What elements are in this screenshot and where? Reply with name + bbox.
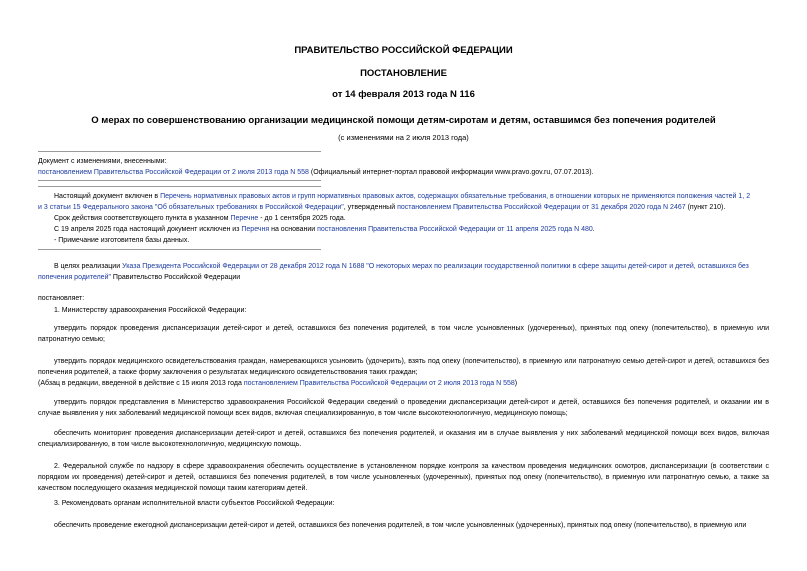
divider xyxy=(38,151,321,152)
clause-1-a: утвердить порядок проведения диспансеризации детей-сирот и детей, оставшихся без попечения родителей, в том числе усыновленных (удочеренных), принятых под опеку (попечительство), в приемную или патронатную семью; xyxy=(38,325,769,343)
list-note-line-3: Срок действия соответствующего пункта в указанном Перечне - до 1 сентября 2025 года. xyxy=(54,215,346,222)
clause-2: 2. Федеральной службе по надзору в сфере здравоохранения обеспечить осуществление в установленном порядке контроля за качеством проведения медицинских осмотров, диспансеризации (в соответствии с порядком их проведения) детей-сирот и детей, оставшихся без попечения родителей, в том числе усыновленных (удочеренных), принятых под опеку (попечительство), в приемную или патронатную семью, а также за качеством последующего оказания медицинской помощи таким категориям детей. xyxy=(38,463,769,492)
document-date-number: от 14 февраля 2013 года N 116 xyxy=(332,89,475,100)
clause-3-a: обеспечить проведение ежегодной диспансеризации детей-сирот и детей, оставшихся без попечения родителей, в том числе усыновленных (удочеренных), принятых под опеку (попечительство), в приемную или xyxy=(54,522,747,529)
requirements-list-link[interactable]: Перечень нормативных правовых актов и групп нормативных правовых актов, содержащих обязательные требования, в отношении которых не применяются положения частей 1, 2 xyxy=(160,193,751,200)
amendment-link-2[interactable]: постановлением Правительства Российской Федерации от 2 июля 2013 года N 558 xyxy=(243,380,515,387)
resolves: постановляет: xyxy=(38,295,85,302)
government-heading: ПРАВИТЕЛЬСТВО РОССИЙСКОЙ ФЕДЕРАЦИИ xyxy=(294,45,513,56)
list-note-line-4: С 19 апреля 2025 года настоящий документ исключен из Перечня на основании постановления Правительства Российской Федерации от 11 апреля 2025 года N 480. xyxy=(54,226,595,233)
changes-label: Документ с изменениями, внесенными: xyxy=(38,158,167,165)
list-link[interactable]: Перечне xyxy=(230,215,259,222)
federal-law-link[interactable]: и 3 статьи 15 Федерального закона "Об обязательных требованиях в Российской Федерации" xyxy=(38,204,344,211)
presidential-decree-link-2[interactable]: попечения родителей" xyxy=(38,274,111,281)
divider xyxy=(38,186,321,187)
changes-note: (с изменениями на 2 июля 2013 года) xyxy=(338,133,469,142)
list-note-line-1: Настоящий документ включен в Перечень нормативных правовых актов и групп нормативных правовых актов, содержащих обязательные требования, в отношении которых не применяются положения частей 1, 2 xyxy=(54,193,751,200)
resolution-2467-link[interactable]: постановлением Правительства Российской Федерации от 31 декабря 2020 года N 2467 xyxy=(397,204,686,211)
divider xyxy=(38,180,321,181)
clause-1-b-note: (Абзац в редакции, введенной в действие с 15 июля 2013 года постановлением Правительства Российской Федерации от 2 июля 2013 года N 558) xyxy=(38,380,518,387)
resolution-480-link[interactable]: постановления Правительства Российской Федерации от 11 апреля 2025 года N 480 xyxy=(317,226,593,233)
clause-1-c: утвердить порядок представления в Министерство здравоохранения Российской Федерации сведений о проведении диспансеризации детей-сирот и детей, оставшихся без попечения родителей, и оказании им в случае выявления у них заболеваний медицинской помощи всех видов, включая специализированную, в том числе высокотехнологичную, медицинскую помощь; xyxy=(38,399,769,417)
list-link-2[interactable]: Перечня xyxy=(241,226,270,233)
divider xyxy=(38,249,321,250)
document-type: ПОСТАНОВЛЕНИЕ xyxy=(360,68,447,79)
changes-source: постановлением Правительства Российской Федерации от 2 июля 2013 года N 558 (Официальный интернет-портал правовой информации www.pravo.gov.ru, 07.07.2013). xyxy=(38,169,594,176)
database-note: - Примечание изготовителя базы данных. xyxy=(54,237,190,244)
document-title: О мерах по совершенствованию организации медицинской помощи детям-сиротам и детям, оставшимся без попечения родителей xyxy=(91,115,716,126)
preamble-line-1: В целях реализации Указа Президента Российской Федерации от 28 декабря 2012 года N 1688 "О некоторых мерах по реализации государственной политики в сфере защиты детей-сирот и детей, оставшихся без xyxy=(54,263,749,270)
preamble-line-2: попечения родителей" Правительство Российской Федерации xyxy=(38,274,241,281)
clause-3: 3. Рекомендовать органам исполнительной власти субъектов Российской Федерации: xyxy=(54,500,335,507)
list-note-line-2: и 3 статьи 15 Федерального закона "Об обязательных требованиях в Российской Федерации", утвержденный постановлением Правительства Российской Федерации от 31 декабря 2020 года N 2467 (пункт 210). xyxy=(38,204,726,211)
presidential-decree-link[interactable]: Указа Президента Российской Федерации от 28 декабря 2012 года N 1688 "О некоторых мерах по реализации государственной политики в сфере защиты детей-сирот и детей, оставшихся без xyxy=(122,263,749,270)
clause-1: 1. Министерству здравоохранения Российской Федерации: xyxy=(54,307,247,314)
clause-1-d: обеспечить мониторинг проведения диспансеризации детей-сирот и детей, оставшихся без попечения родителей, и оказания им в случае выявления у них заболеваний медицинской помощи всех видов, включая специализированную, в том числе высокотехнологичную, медицинскую помощь. xyxy=(38,430,769,448)
clause-1-b: утвердить порядок медицинского освидетельствования граждан, намеревающихся усыновить (удочерить), взять под опеку (попечительство), в приемную или патронатную семью детей-сирот и детей, оставшихся без попечения родителей, а также форму заключения о результатах медицинского освидетельствования таких граждан; xyxy=(38,358,769,376)
amendment-link[interactable]: постановлением Правительства Российской Федерации от 2 июля 2013 года N 558 xyxy=(38,169,309,176)
